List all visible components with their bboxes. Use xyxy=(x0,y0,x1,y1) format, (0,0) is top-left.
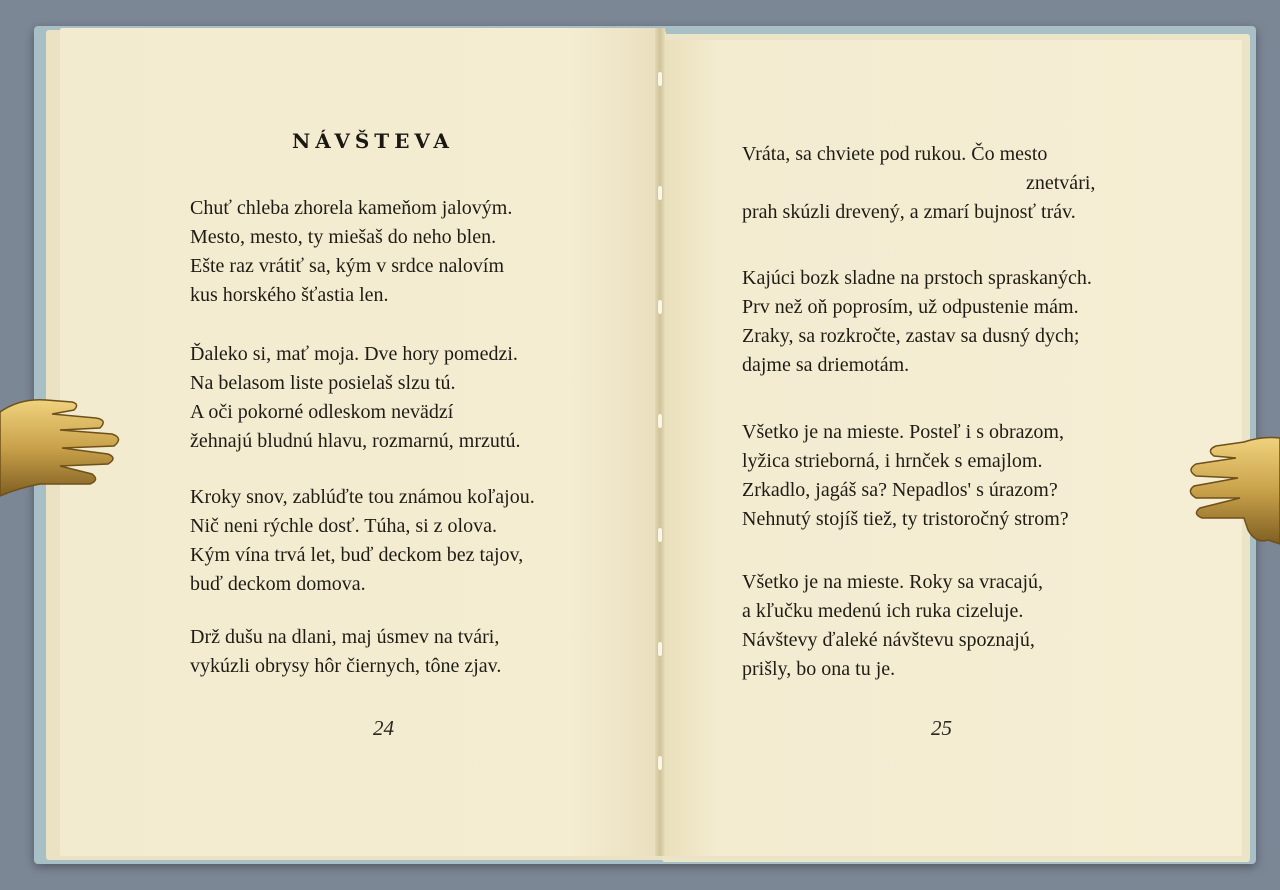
binding-stitch xyxy=(658,186,662,200)
verse-line: vykúzli obrysy hôr čiernych, tône zjav. xyxy=(190,655,502,677)
verse-line: Kým vína trvá let, buď deckom bez tajov, xyxy=(190,544,524,566)
verse-line: prišly, bo ona tu je. xyxy=(742,658,896,680)
stanza xyxy=(742,568,1043,684)
verse-line: lyžica strieborná, i hrnček s emajlom. xyxy=(742,450,1043,472)
verse-line: a kľučku medenú ich ruka cizeluje. xyxy=(742,600,1024,622)
verse-line: Kroky snov, zablúďte tou známou koľajou. xyxy=(190,486,535,508)
stanza xyxy=(190,623,501,681)
verse-line: Vráta, sa chviete pod rukou. Čo mesto xyxy=(742,143,1048,165)
book-gutter xyxy=(655,28,665,856)
brass-hand-left-icon xyxy=(0,392,130,502)
verse-line: Prv než oň poprosím, už odpustenie mám. xyxy=(742,296,1079,318)
verse-line: prah skúzli drevený, a zmarí bujnosť tráv. xyxy=(742,201,1076,223)
verse-line: žehnajú bludnú hlavu, rozmarnú, mrzutú. xyxy=(190,430,521,452)
verse-line: buď deckom domova. xyxy=(190,573,366,595)
verse-line: Všetko je na mieste. Roky sa vracajú, xyxy=(742,571,1044,593)
stanza xyxy=(742,418,1069,534)
binding-stitch xyxy=(658,642,662,656)
binding-stitch xyxy=(658,528,662,542)
verse-line: Všetko je na mieste. Posteľ i s obrazom, xyxy=(742,421,1064,443)
verse-line: Kajúci bozk sladne na prstoch spraskaných. xyxy=(742,267,1092,289)
stanza xyxy=(742,264,1092,380)
verse-line: Nehnutý stojíš tiež, ty tristoročný strom? xyxy=(742,508,1069,530)
binding-stitch xyxy=(658,756,662,770)
verse-line: Ďaleko si, mať moja. Dve hory pomedzi. xyxy=(190,343,518,365)
stanza xyxy=(742,140,1095,227)
verse-line: Ešte raz vrátiť sa, kým v srdce nalovím xyxy=(190,255,505,277)
poem-title: NÁVŠTEVA xyxy=(292,129,454,153)
verse-line: Mesto, mesto, ty miešaš do neho blen. xyxy=(190,226,497,248)
verse-line: znetvári, xyxy=(1026,172,1096,194)
page-number-right: 25 xyxy=(931,716,952,740)
stanza xyxy=(190,483,535,599)
verse-line: A oči pokorné odleskom nevädzí xyxy=(190,401,454,423)
verse-line: Chuť chleba zhorela kameňom jalovým. xyxy=(190,197,513,219)
stanza xyxy=(190,340,520,456)
page-number-left: 24 xyxy=(373,716,394,740)
verse-line: Drž dušu na dlani, maj úsmev na tvári, xyxy=(190,626,500,648)
binding-stitch xyxy=(658,414,662,428)
verse-line: Na belasom liste posielaš slzu tú. xyxy=(190,372,456,394)
verse-line: kus horského šťastia len. xyxy=(190,284,389,306)
verse-line: Zrkadlo, jagáš sa? Nepadlos' s úrazom? xyxy=(742,479,1058,501)
binding-stitch xyxy=(658,72,662,86)
verse-line: dajme sa driemotám. xyxy=(742,354,910,376)
verse-line: Zraky, sa rozkročte, zastav sa dusný dych; xyxy=(742,325,1080,347)
verse-line: Nič neni rýchle dosť. Túha, si z olova. xyxy=(190,515,497,537)
brass-hand-right-icon xyxy=(1186,432,1280,548)
binding-stitch xyxy=(658,300,662,314)
stanza xyxy=(190,194,512,310)
verse-line: Návštevy ďaleké návštevu spoznajú, xyxy=(742,629,1035,651)
